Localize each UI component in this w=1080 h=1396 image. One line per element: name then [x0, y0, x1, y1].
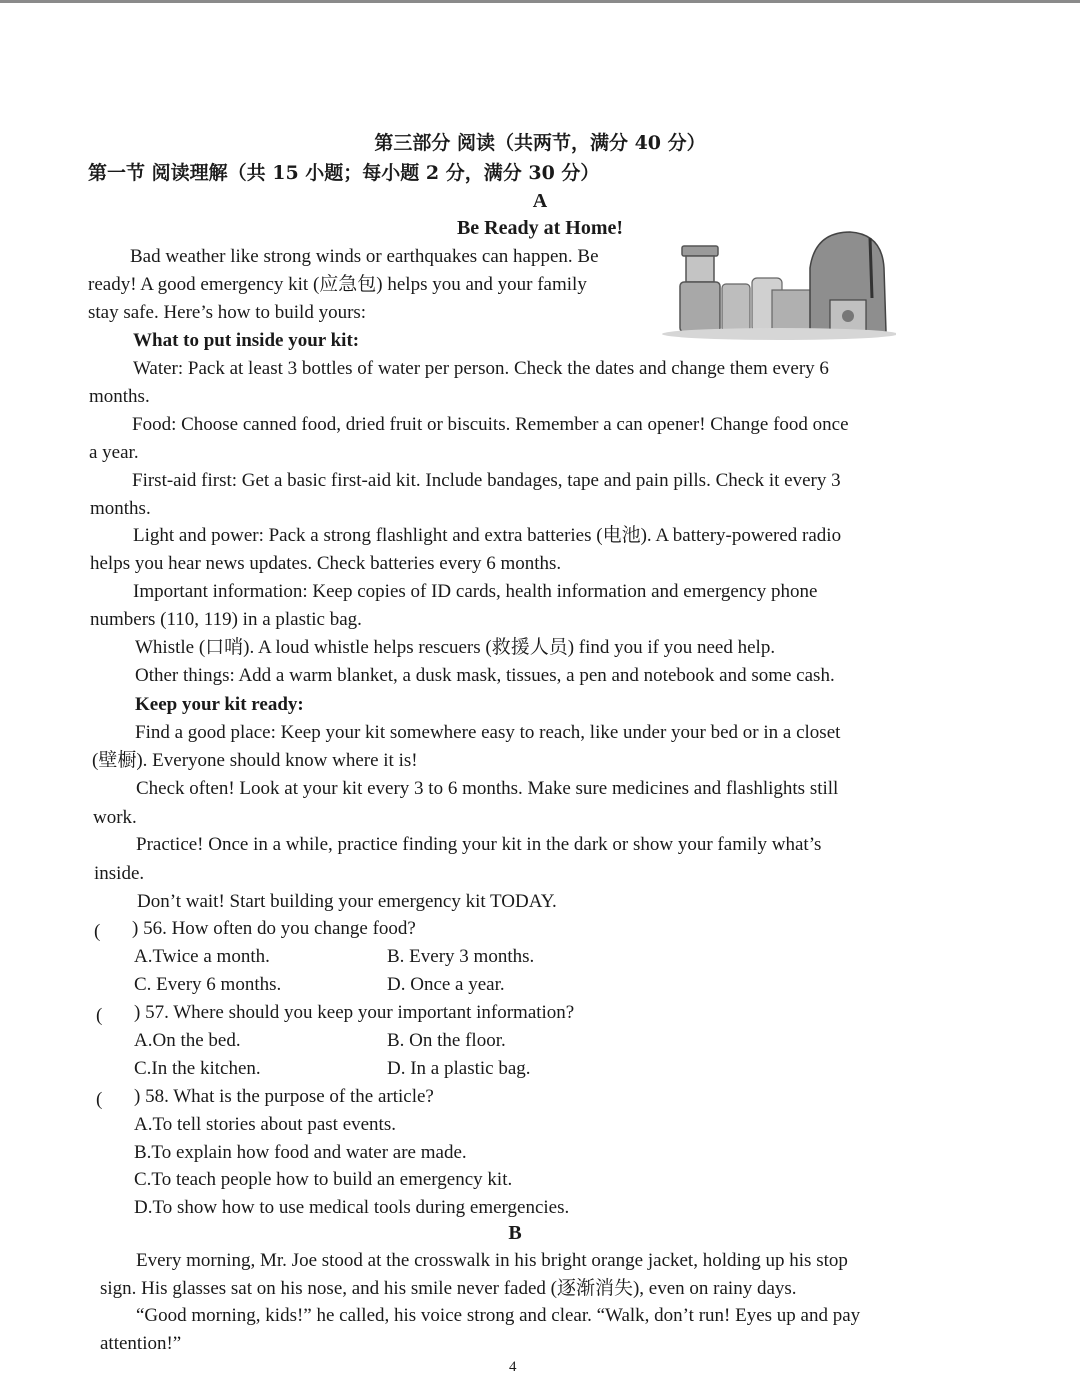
passage-b-line: sign. His glasses sat on his nose, and his smile never faded (逐渐消失), even on rainy days.	[100, 1278, 797, 1299]
passage-a-line: Check often! Look at your kit every 3 to 6 months. Make sure medicines and flashlights still	[136, 778, 839, 799]
answer-bracket-57[interactable]: (	[96, 1005, 103, 1026]
passage-a-line: Light and power: Pack a strong flashlight and extra batteries (电池). A battery-powered radio	[133, 525, 842, 546]
passage-a-line: ready! A good emergency kit (应急包) helps you and your family	[88, 274, 587, 295]
passage-a-line: work.	[93, 807, 137, 828]
passage-b-line: “Good morning, kids!” he called, his voice strong and clear. “Walk, don’t run! Eyes up and pay	[136, 1305, 861, 1326]
question-58-stem: ) 58. What is the purpose of the article?	[134, 1086, 434, 1107]
passage-a-line: First-aid first: Get a basic first-aid kit. Include bandages, tape and pain pills. Check it every 3	[132, 470, 841, 491]
question-57-option-d[interactable]: D. In a plastic bag.	[387, 1058, 531, 1079]
question-56-option-b[interactable]: B. Every 3 months.	[387, 946, 535, 967]
passage-a-line: stay safe. Here’s how to build yours:	[88, 302, 367, 323]
passage-a-line: helps you hear news updates. Check batteries every 6 months.	[90, 553, 562, 574]
passage-a-line: numbers (110, 119) in a plastic bag.	[90, 609, 362, 630]
part-title: 第三部分 阅读（共两节，满分 40 分）	[374, 132, 706, 154]
passage-a-title: Be Ready at Home!	[456, 217, 624, 239]
passage-a-line: months.	[89, 386, 150, 407]
question-57-option-c[interactable]: C.In the kitchen.	[134, 1058, 261, 1079]
passage-a-letter: A	[532, 190, 548, 212]
question-57-option-b[interactable]: B. On the floor.	[387, 1030, 506, 1051]
question-58-option-b[interactable]: B.To explain how food and water are made.	[134, 1142, 467, 1163]
emergency-kit-illustration	[660, 228, 896, 344]
passage-a-line: Food: Choose canned food, dried fruit or biscuits. Remember a can opener! Change food once	[132, 414, 849, 435]
question-58-option-d[interactable]: D.To show how to use medical tools during emergencies.	[134, 1197, 570, 1218]
question-58-option-a[interactable]: A.To tell stories about past events.	[134, 1114, 396, 1135]
question-56-option-a[interactable]: A.Twice a month.	[134, 946, 270, 967]
passage-a-line: Whistle (口哨). A loud whistle helps rescuers (救援人员) find you if you need help.	[135, 637, 776, 658]
answer-bracket-56[interactable]: (	[94, 921, 101, 942]
section-title: 第一节 阅读理解（共 15 小题；每小题 2 分，满分 30 分）	[88, 162, 600, 184]
passage-a-line: Don’t wait! Start building your emergency kit TODAY.	[137, 891, 557, 912]
passage-a-line: a year.	[89, 442, 139, 463]
passage-a-line: Practice! Once in a while, practice finding your kit in the dark or show your family what’s	[136, 834, 822, 855]
passage-b-line: attention!”	[100, 1333, 182, 1354]
passage-a-line: months.	[90, 498, 151, 519]
page-number: 4	[509, 1359, 517, 1375]
passage-a-line: Other things: Add a warm blanket, a dusk mask, tissues, a pen and notebook and some cash.	[135, 665, 835, 686]
question-56-option-c[interactable]: C. Every 6 months.	[134, 974, 282, 995]
question-56-stem: ) 56. How often do you change food?	[132, 918, 416, 939]
passage-a-line: (壁橱). Everyone should know where it is!	[92, 750, 418, 771]
question-58-option-c[interactable]: C.To teach people how to build an emergency kit.	[134, 1169, 513, 1190]
passage-a-line: Water: Pack at least 3 bottles of water per person. Check the dates and change them every 6	[133, 358, 829, 379]
passage-b-line: Every morning, Mr. Joe stood at the crosswalk in his bright orange jacket, holding up his stop	[136, 1250, 848, 1271]
passage-b-letter: B	[508, 1222, 522, 1244]
question-56-option-d[interactable]: D. Once a year.	[387, 974, 505, 995]
passage-a-line: Find a good place: Keep your kit somewhere easy to reach, like under your bed or in a closet	[135, 722, 841, 743]
question-57-stem: ) 57. Where should you keep your important information?	[134, 1002, 575, 1023]
kit-contents-heading: What to put inside your kit:	[133, 330, 360, 351]
answer-bracket-58[interactable]: (	[96, 1089, 103, 1110]
keep-kit-ready-heading: Keep your kit ready:	[135, 694, 304, 715]
passage-a-line: inside.	[94, 863, 145, 884]
passage-a-line: Important information: Keep copies of ID cards, health information and emergency phone	[133, 581, 818, 602]
top-border	[0, 0, 1080, 3]
question-57-option-a[interactable]: A.On the bed.	[134, 1030, 241, 1051]
passage-a-line: Bad weather like strong winds or earthquakes can happen. Be	[130, 246, 599, 267]
